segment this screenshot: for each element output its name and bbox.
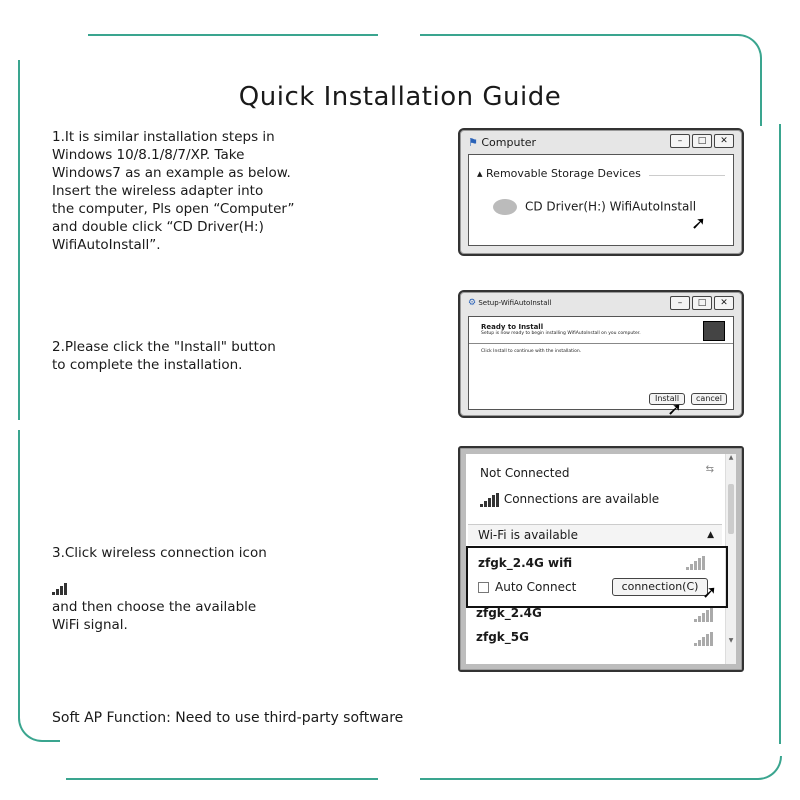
network-name: zfgk_2.4G wifi: [478, 556, 573, 570]
computer-pane: [468, 154, 734, 246]
mouse-cursor-icon: ➚: [667, 399, 683, 420]
frame-right: [779, 124, 781, 744]
frame-top-left: [88, 34, 378, 36]
footer-text: Soft AP Function: Need to use third-party software: [52, 710, 404, 726]
setup-subheading: Setup is now ready to begin installing WifiAutoInstall on you computer.: [481, 331, 641, 336]
install-button[interactable]: Install: [649, 393, 685, 405]
network-name: zfgk_2.4G: [476, 606, 542, 620]
close-button[interactable]: ✕: [714, 134, 734, 148]
auto-connect[interactable]: [478, 580, 576, 594]
cd-drive-icon: [493, 199, 517, 215]
setup-divider: [469, 343, 733, 344]
computer-window: [458, 128, 744, 256]
step-2-text: 2.Please click the "Install" button to complete the installation.: [52, 339, 276, 373]
scroll-up-icon[interactable]: ▲: [728, 454, 734, 461]
maximize-button[interactable]: □: [692, 134, 712, 148]
computer-window-title: Computer: [481, 136, 537, 149]
step-1-text: 1.It is similar installation steps in Windows 10/8.1/8/7/XP. Take Windows7 as an example as below. Insert the wireless adapter into the computer, Pls open “Computer” and double click “CD Driver(H:) WifiAutoInstall”.: [52, 129, 295, 253]
setup-pane: [468, 316, 734, 420]
cd-drive-item[interactable]: [493, 199, 696, 215]
setup-icon: ⚙: [468, 298, 477, 308]
removable-section[interactable]: ▴ Removable Storage Devices: [477, 167, 641, 180]
page-title: Quick Installation Guide: [238, 82, 562, 112]
network-item[interactable]: [476, 606, 722, 626]
network-name: zfgk_5G: [476, 630, 529, 644]
wifi-section-label: Wi-Fi is available: [478, 528, 579, 542]
mouse-cursor-icon: ➚: [691, 213, 707, 234]
connections-available-label: Connections are available: [503, 492, 660, 506]
computer-window-titlebar: [468, 136, 536, 149]
frame-bottom-right: [420, 756, 782, 780]
frame-bottom-left: [66, 778, 378, 780]
section-divider: [649, 175, 725, 176]
setup-logo-icon: [703, 321, 725, 341]
minimize-button[interactable]: –: [670, 134, 690, 148]
cd-drive-label: CD Driver(H:) WifiAutoInstall: [525, 199, 697, 214]
auto-connect-checkbox[interactable]: [478, 582, 489, 593]
step-3-line1: 3.Click wireless connection icon: [52, 545, 267, 561]
collapse-icon[interactable]: ▲: [707, 530, 714, 540]
setup-window-titlebar: [468, 298, 551, 308]
step-3-rest: and then choose the available WiFi signal.: [52, 599, 257, 633]
selected-network[interactable]: [466, 546, 728, 608]
connect-button[interactable]: connection(C): [612, 578, 708, 596]
refresh-icon[interactable]: ⇆: [705, 464, 714, 475]
connections-available: [480, 492, 659, 507]
cancel-button[interactable]: cancel: [691, 393, 727, 405]
computer-icon: ⚑: [468, 136, 478, 149]
wifi-signal-icon: [52, 583, 70, 595]
wifi-signal-icon: [686, 556, 706, 570]
setup-window: [458, 290, 744, 418]
scroll-down-icon[interactable]: ▼: [728, 637, 734, 644]
setup-heading: Ready to Install: [481, 323, 544, 331]
connection-status: Not Connected: [480, 466, 570, 480]
minimize-button[interactable]: –: [670, 296, 690, 310]
window-controls: [670, 296, 734, 310]
mouse-cursor-icon: ➚: [702, 582, 718, 603]
auto-connect-label: Auto Connect: [495, 580, 577, 594]
removable-section-label: Removable Storage Devices: [486, 167, 641, 180]
frame-top-right: [420, 34, 762, 126]
maximize-button[interactable]: □: [692, 296, 712, 310]
setup-body: Click Install to continue with the installation.: [481, 349, 582, 354]
setup-window-title: Setup-WifiAutoInstall: [478, 299, 552, 307]
close-button[interactable]: ✕: [714, 296, 734, 310]
wifi-signal-icon: [480, 493, 500, 507]
network-item[interactable]: [476, 630, 722, 650]
frame-left-top: [18, 60, 20, 420]
scroll-thumb[interactable]: [728, 484, 734, 534]
wifi-signal-icon: [694, 632, 714, 646]
step-3-text: [52, 526, 267, 634]
wifi-pane: [466, 454, 736, 664]
wifi-signal-icon: [694, 608, 714, 622]
wifi-panel: [458, 446, 744, 672]
wifi-section-header[interactable]: [468, 524, 722, 545]
window-controls: [670, 134, 734, 148]
